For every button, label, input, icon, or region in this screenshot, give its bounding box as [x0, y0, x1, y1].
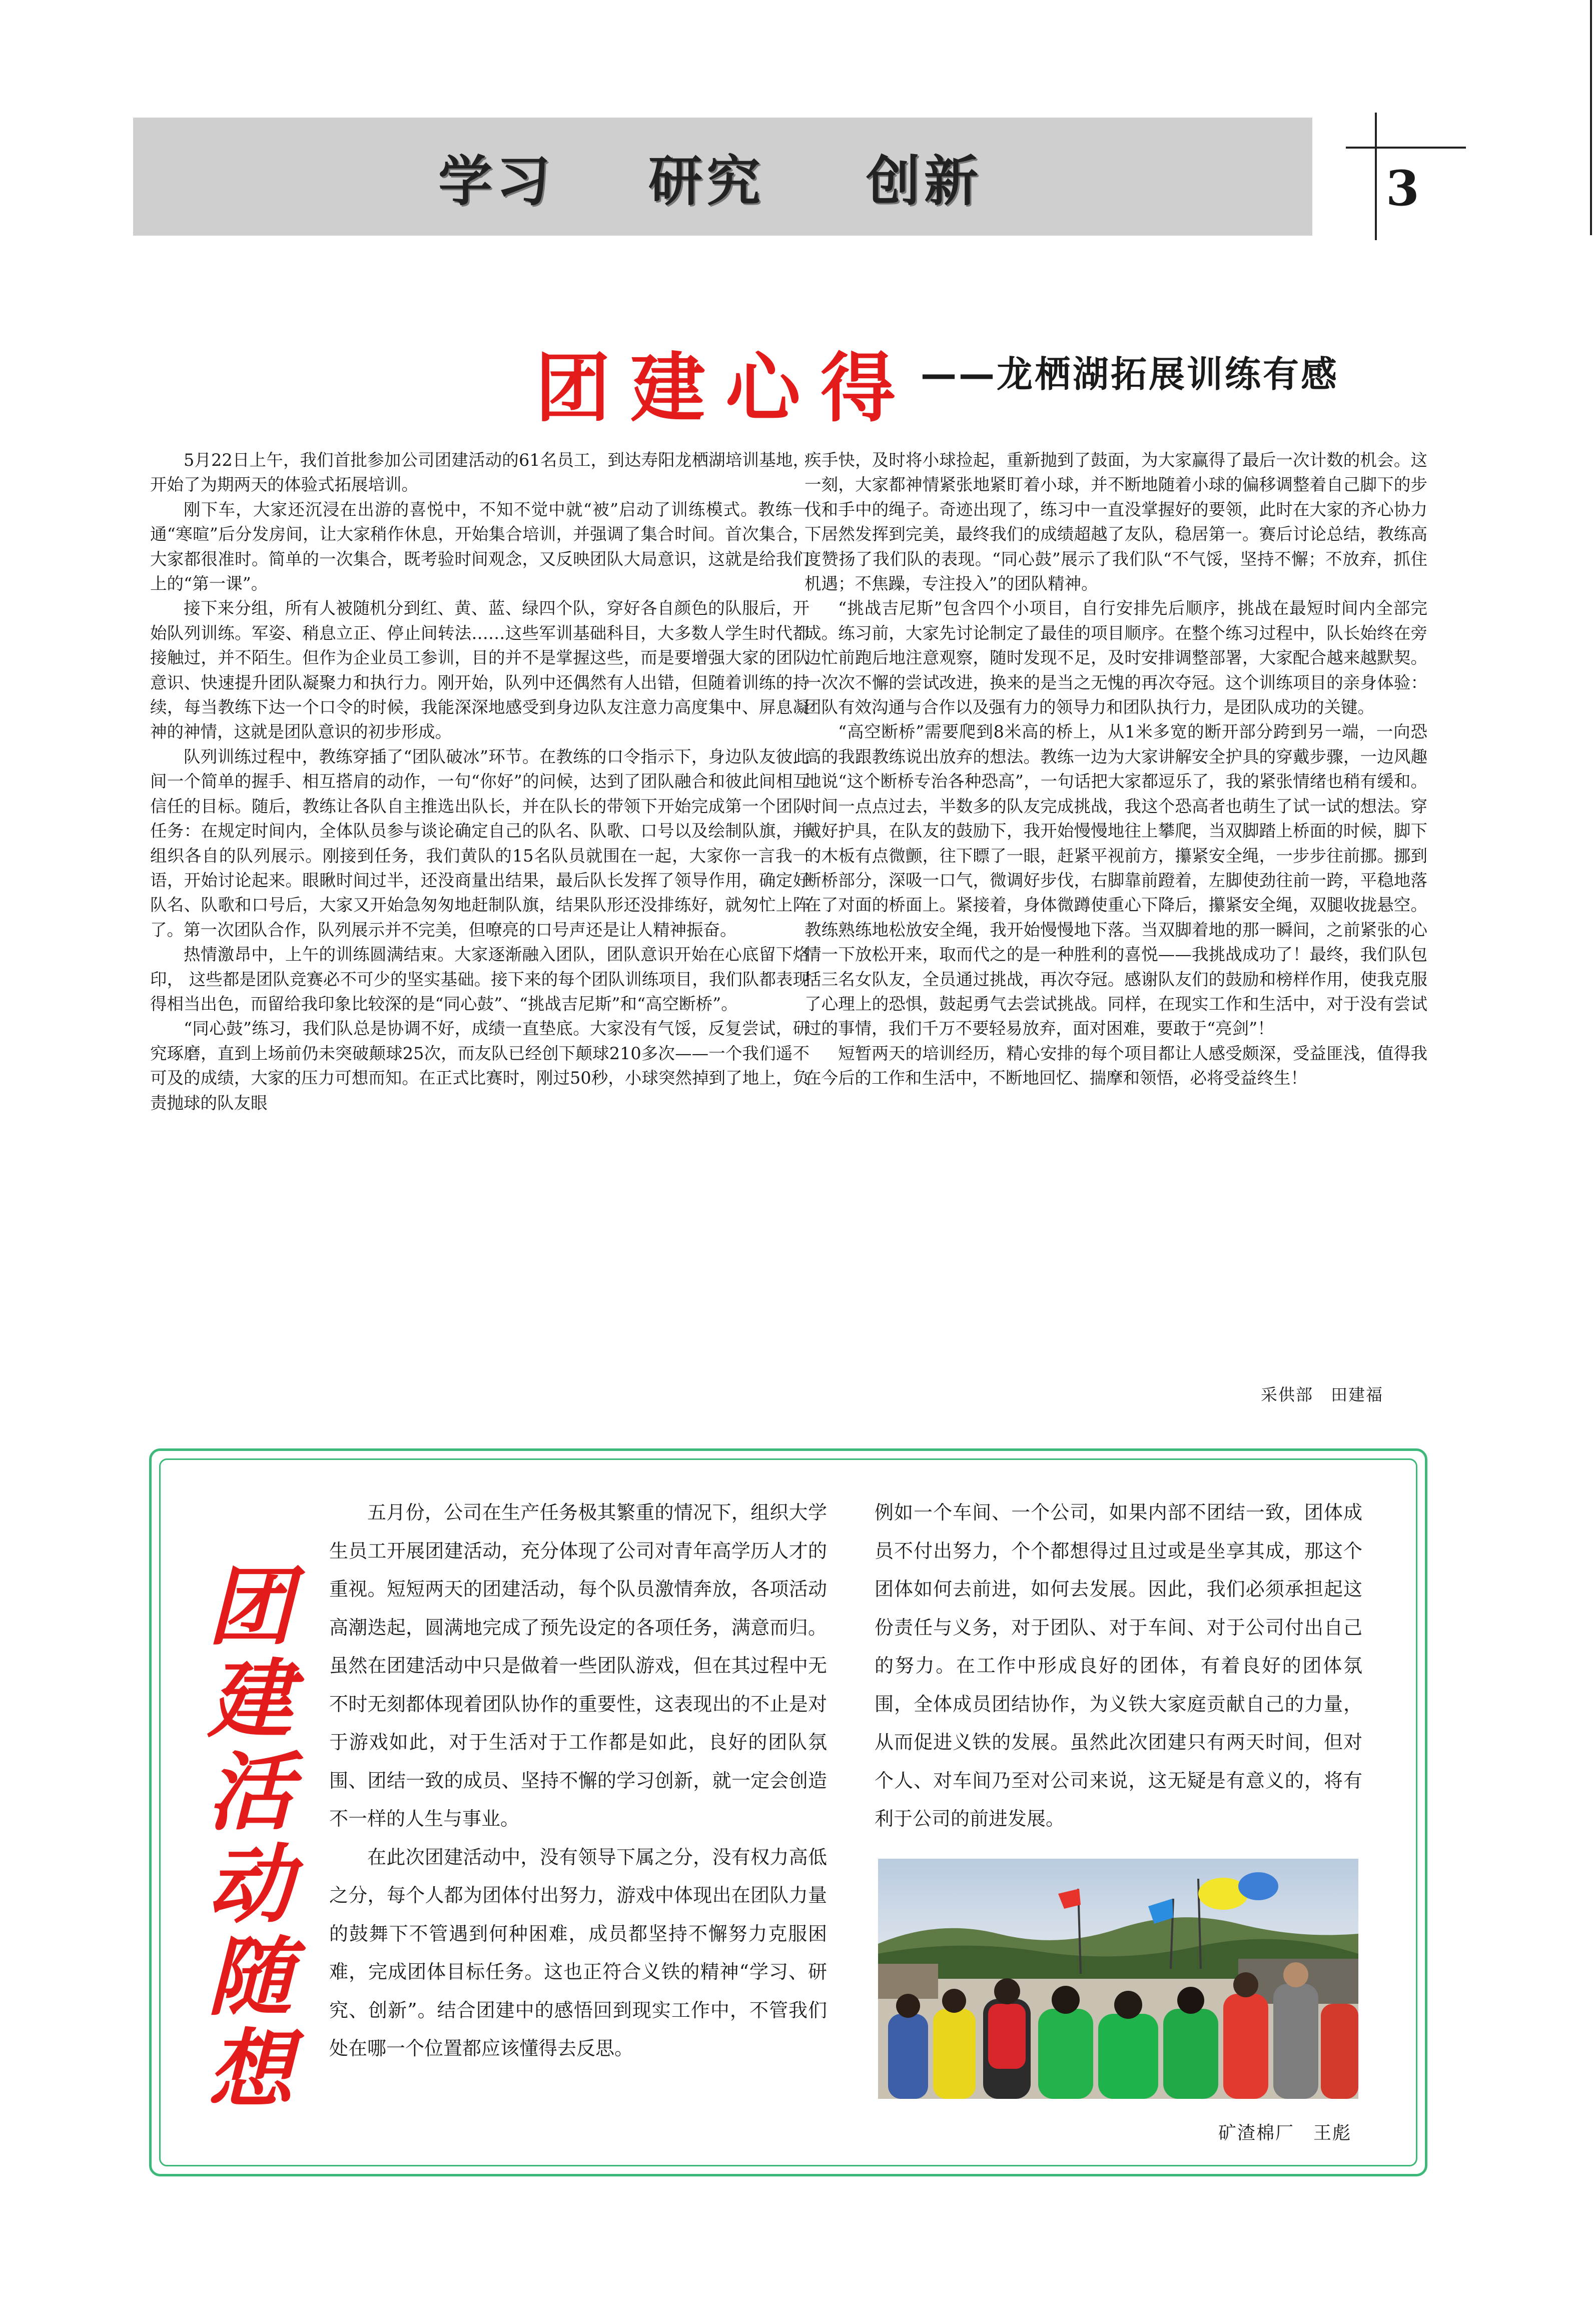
header-motto-word: 研究: [648, 150, 765, 213]
box-byline: 矿渣棉厂 王彪: [1218, 2123, 1352, 2143]
page-number: 3: [1386, 160, 1419, 217]
crop-mark: [1375, 113, 1377, 240]
vertical-title-char: 动: [207, 1835, 293, 1935]
article-byline: 采供部 田建福: [1261, 1385, 1383, 1404]
paragraph: “挑战吉尼斯”包含四个小项目，自行安排先后顺序，挑战在最短时间内全部完成。练习前，大家先讨论制定了最佳的项目顺序。在整个练习过程中，队长始终在旁边忙前跑后地注意观察，随时发现不足，及时安排调整部署，大家配合越来越默契。一次次不懈的尝试改进，换来的是当之无愧的再次夺冠。这个训练项目的亲身体验：团队有效沟通与合作以及强有力的领导力和团队执行力，是团队成功的关键。: [805, 598, 1427, 717]
vertical-title-char: 想: [207, 2020, 293, 2120]
paragraph: 五月份，公司在生产任务极其繁重的情况下，组织大学生员工开展团建活动，充分体现了公司对青年高学历人才的重视。短短两天的团建活动，每个队员激情奔放，各项活动高潮迭起，圆满地完成了预先设定的各项任务，满意而归。虽然在团建活动中只是做着一些团队游戏，但在其过程中无不时无刻都体现着团队协作的重要性，这表现出的不止是对于游戏如此，对于生活对于工作都是如此，良好的团队氛围、团结一致的成员、坚持不懈的学习创新，就一定会创造不一样的人生与事业。: [329, 1501, 827, 1830]
paragraph: 热情激昂中，上午的训练圆满结束。大家逐渐融入团队，团队意识开始在心底留下烙印， 这些都是团队竞赛必不可少的坚实基础。接下来的每个团队训练项目，我们队都表现得相当出色，而留给我印象比较深的是“同心鼓”、“挑战吉尼斯”和“高空断桥”。: [150, 945, 810, 1014]
crop-mark: [1346, 147, 1466, 149]
paragraph: “同心鼓”练习，我们队总是协调不好，成绩一直垫底。大家没有气馁，反复尝试，研究琢磨，直到上场前仍未突破颠球25次，而友队已经创下颠球210多次——一个我们遥不可及的成绩，大家的压力可想而知。在正式比赛时，刚过50秒，小球突然掉到了地上，负责抛球的队友眼: [150, 1019, 810, 1113]
article-title: 团建心得: [535, 344, 916, 432]
article-left-column: [150, 448, 810, 1115]
team-outing-photo: [878, 1859, 1358, 2099]
paragraph: 5月22日上午，我们首批参加公司团建活动的61名员工，到达寿阳龙栖湖培训基地，开始了为期两天的体验式拓展培训。: [150, 450, 810, 495]
box-vertical-title: [200, 1557, 300, 2120]
article-right-column: [805, 448, 1427, 1091]
vertical-title-char: 团: [207, 1557, 293, 1657]
paragraph: 疾手快，及时将小球捡起，重新抛到了鼓面，为大家赢得了最后一次计数的机会。这一刻，大家都神情紧张地紧盯着小球，并不断地随着小球的偏移调整着自己脚下的步伐和手中的绳子。奇迹出现了，练习中一直没掌握好的要领，此时在大家的齐心协力下居然发挥到完美，最终我们的成绩超越了友队，稳居第一。赛后讨论总结，教练高度赞扬了我们队的表现。“同心鼓”展示了我们队“不气馁，坚持不懈；不放弃，抓住机遇；不焦躁，专注投入”的团队精神。: [805, 450, 1427, 594]
photo-illustration: [878, 1859, 1358, 2099]
paragraph: 例如一个车间、一个公司，如果内部不团结一致，团体成员不付出努力，个个都想得过且过或是坐享其成，那这个团体如何去前进，如何去发展。因此，我们必须承担起这份责任与义务，对于团队、对于车间、对于公司付出自己的努力。在工作中形成良好的团体，有着良好的团体氛围，全体成员团结协作，为义铁大家庭贡献自己的力量，从而促进义铁的发展。虽然此次团建只有两天时间，但对个人、对车间乃至对公司来说，这无疑是有意义的，将有利于公司的前进发展。: [875, 1501, 1362, 1830]
box-left-column: [329, 1493, 827, 2068]
paragraph: 接下来分组，所有人被随机分到红、黄、蓝、绿四个队，穿好各自颜色的队服后，开始队列训练。军姿、稍息立正、停止间转法……这些军训基础科目，大多数人学生时代都接触过，并不陌生。但作为企业员工参训，目的并不是掌握这些，而是要增强大家的团队意识、快速提升团队凝聚力和执行力。刚开始，队列中还偶然有人出错，但随着训练的持续，每当教练下达一个口令的时候，我能深深地感受到身边队友注意力高度集中、屏息凝神的神情，这就是团队意识的初步形成。: [150, 598, 810, 742]
paragraph: “高空断桥”需要爬到8米高的桥上，从1米多宽的断开部分跨到另一端，一向恐高的我跟教练说出放弃的想法。教练一边为大家讲解安全护具的穿戴步骤，一边风趣地说“这个断桥专治各种恐高”，一句话把大家都逗乐了，我的紧张情绪也稍有缓和。时间一点点过去，半数多的队友完成挑战，我这个恐高者也萌生了试一试的想法。穿戴好护具，在队友的鼓励下，我开始慢慢地往上攀爬，当双脚踏上桥面的时候，脚下的木板有点微颤，往下瞟了一眼，赶紧平视前方，攥紧安全绳，一步步往前挪。挪到断桥部分，深吸一口气，微调好步伐，右脚靠前蹬着，左脚使劲往前一跨，平稳地落在了对面的桥面上。紧接着，身体微蹲使重心下降后，攥紧安全绳，双腿收拢悬空。教练熟练地松放安全绳，我开始慢慢地下落。当双脚着地的那一瞬间，之前紧张的心情一下放松开来，取而代之的是一种胜利的喜悦——我挑战成功了！最终，我们队包括三名女队友，全员通过挑战，再次夺冠。感谢队友们的鼓励和榜样作用，使我克服了心理上的恐惧，鼓起勇气去尝试挑战。同样，在现实工作和生活中，对于没有尝试过的事情，我们千万不要轻易放弃，面对困难，要敢于“亮剑”！: [805, 722, 1427, 1039]
header-motto-word: 学习: [438, 150, 555, 213]
header-band: [133, 118, 1312, 236]
vertical-title-char: 随: [207, 1927, 293, 2027]
vertical-title-char: 活: [207, 1742, 293, 1842]
header-motto-word: 创新: [866, 150, 983, 213]
box-right-column: [875, 1493, 1362, 1838]
paragraph: 队列训练过程中，教练穿插了“团队破冰”环节。在教练的口令指示下，身边队友彼此间一个简单的握手、相互搭肩的动作，一句“你好”的问候，达到了团队融合和彼此间相互信任的目标。随后，教练让各队自主推选出队长，并在队长的带领下开始完成第一个团队任务：在规定时间内，全体队员参与谈论确定自己的队名、队歌、口号以及绘制队旗，并组织各自的队列展示。刚接到任务，我们黄队的15名队员就围在一起，大家你一言我一语，开始讨论起来。眼瞅时间过半，还没商量出结果，最后队长发挥了领导作用，确定好队名、队歌和口号后，大家又开始急匆匆地赶制队旗，结果队形还没排练好，就匆忙上阵了。第一次团队合作，队列展示并不完美，但嘹亮的口号声还是让人精神振奋。: [150, 746, 810, 940]
article-subtitle: ——龙栖湖拓展训练有感: [921, 353, 1339, 395]
paragraph: 短暂两天的培训经历，精心安排的每个项目都让人感受颇深，受益匪浅，值得我在今后的工作和生活中，不断地回忆、揣摩和领悟，必将受益终生！: [805, 1043, 1427, 1088]
crop-mark: [1590, 0, 1592, 235]
paragraph: 刚下车，大家还沉浸在出游的喜悦中，不知不觉中就“被”启动了训练模式。教练一通“寒暄”后分发房间，让大家稍作休息，开始集合培训，并强调了集合时间。首次集合，大家都很准时。简单的一次集合，既考验时间观念，又反映团队大局意识，这就是给我们上的“第一课”。: [150, 499, 810, 594]
vertical-title-char: 建: [207, 1650, 293, 1750]
paragraph: 在此次团建活动中，没有领导下属之分，没有权力高低之分，每个人都为团体付出努力，游戏中体现出在团队力量的鼓舞下不管遇到何种困难，成员都坚持不懈努力克服困难，完成团体目标任务。这也正符合义铁的精神“学习、研究、创新”。结合团建中的感悟回到现实工作中，不管我们处在哪一个位置都应该懂得去反思。: [329, 1846, 827, 2059]
